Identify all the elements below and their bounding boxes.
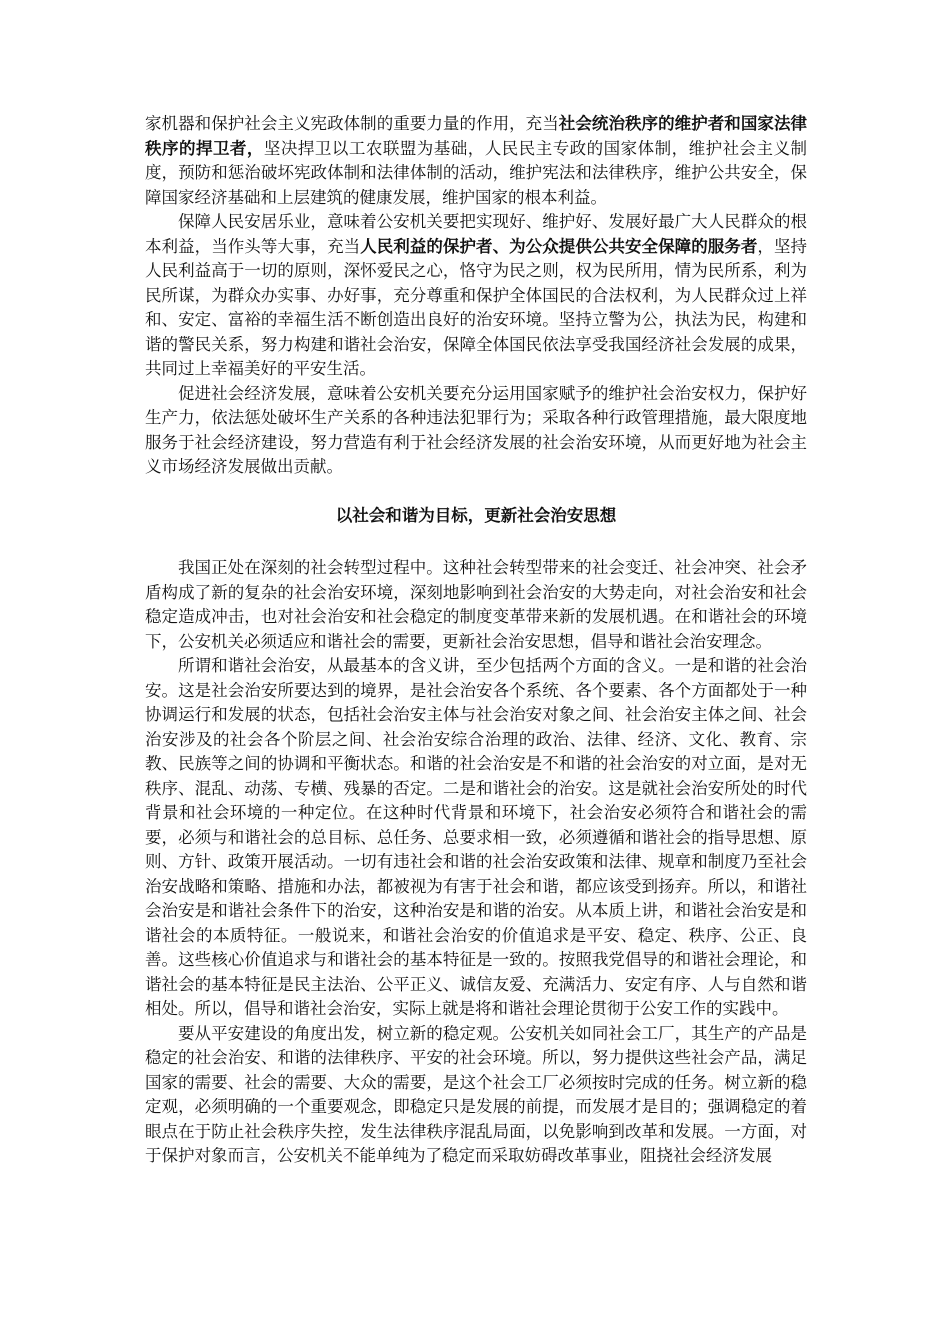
paragraph-state-order xyxy=(145,112,807,210)
bold-phrase-guardian: 社会统治秩序的维护者和国家法律秩序的捍卫者， xyxy=(145,114,808,158)
bold-phrase-protector: 人民利益的保护者、为公众提供公共安全保障的服务者 xyxy=(360,236,758,256)
paragraph-text: 坚决捍卫以工农联盟为基础，人民民主专政的国家体制，维护社会主义制度，预防和惩治破坏宪政体制和法律体制的活动，维护宪法和法律秩序，维护公共安全，保障国家经济基础和上层建筑的健康发展，维护国家的根本利益。 xyxy=(145,138,808,207)
paragraph-text: 家机器和保护社会主义宪政体制的重要力量的作用，充当 xyxy=(145,114,559,133)
paragraph-social-transition: 我国正处在深刻的社会转型过程中。这种社会转型带来的社会变迁、社会冲突、社会矛盾构成了新的复杂的社会治安环境，深刻地影响到社会治安的大势走向，对社会治安和社会稳定造成冲击，也对社会治安和社会稳定的制度变革带来新的发展机遇。在和谐社会的环境下，公安机关必须适应和谐社会的需要，更新社会治安思想，倡导和谐社会治安理念。 xyxy=(145,558,807,651)
paragraph-harmonious-security: 所谓和谐社会治安，从最基本的含义讲，至少包括两个方面的含义。一是和谐的社会治安。这是社会治安所要达到的境界，是社会治安各个系统、各个要素、各个方面都处于一种协调运行和发展的状态，包括社会治安主体与社会治安对象之间、社会治安主体之间、社会治安涉及的社会各个阶层之间、社会治安综合治理的政治、法律、经济、文化、教育、宗教、民族等之间的协调和平衡状态。和谐的社会治安是不和谐的社会治安的对立面，是对无秩序、混乱、动荡、专横、残暴的否定。二是和谐社会的治安。这是就社会治安所处的时代背景和社会环境的一种定位。在这种时代背景和环境下，社会治安必须符合和谐社会的需要，必须与和谐社会的总目标、总任务、总要求相一致，必须遵循和谐社会的指导思想、原则、方针、政策开展活动。一切有违社会和谐的社会治安政策和法律、规章和制度乃至社会治安战略和策略、措施和办法，都被视为有害于社会和谐，都应该受到扬弃。所以，和谐社会治安是和谐社会条件下的治安，这种治安是和谐的治安。从本质上讲，和谐社会治安是和谐社会的本质特征。一般说来，和谐社会治安的价值追求是平安、稳定、秩序、公正、良善。这些核心价值追求与和谐社会的基本特征是一致的。按照我党倡导的和谐社会理论，和谐社会的基本特征是民主法治、公平正义、诚信友爱、充满活力、安定有序、人与自然和谐相处。所以，倡导和谐社会治安，实际上就是将和谐社会理论贯彻于公安工作的实践中。 xyxy=(145,656,807,1018)
paragraph-text: ，坚持人民利益高于一切的原则，深怀爱民之心，恪守为民之则，权为民所用，情为民所系，利为民所谋，为群众办实事、办好事，充分尊重和保护全体国民的合法权利，为人民群众过上祥和、安定、富裕的幸福生活不断创造出良好的治安环境。坚持立警为公，执法为民，构建和谐的警民关系，努力构建和谐社会治安，保障全体国民依法享受我国经济社会发展的成果，共同过上幸福美好的平安生活。 xyxy=(145,236,808,378)
section-heading: 以社会和谐为目标，更新社会治安思想 xyxy=(335,505,617,525)
paragraph-stability-view: 要从平安建设的角度出发，树立新的稳定观。公安机关如同社会工厂，其生产的产品是稳定的社会治安、和谐的法律秩序、平安的社会环境。所以，努力提供这些社会产品，满足国家的需要、社会的需要、大众的需要，是这个社会工厂必须按时完成的任务。树立新的稳定观，必须明确的一个重要观念，即稳定只是发展的前提，而发展才是目的；强调稳定的着眼点在于防止社会秩序失控，发生法律秩序混乱局面，以免影响到改革和发展。一方面，对于保护对象而言，公安机关不能单纯为了稳定而采取妨碍改革事业，阻挠社会经济发展 xyxy=(145,1023,807,1165)
paragraph-economic-development: 促进社会经济发展，意味着公安机关要充分运用国家赋予的维护社会治安权力，保护好生产力，依法惩处破坏生产关系的各种违法犯罪行为；采取各种行政管理措施，最大限度地服务于社会经济建设，努力营造有利于社会经济发展的社会治安环境，从而更好地为社会主义市场经济发展做出贡献。 xyxy=(145,383,807,476)
paragraph-people-welfare xyxy=(145,210,807,382)
document-page xyxy=(145,112,807,1169)
paragraph-text: 保障人民安居乐业，意味着公安机关要把实现好、维护好、发展好最广大人民群众的根本利益，当作头等大事，充当 xyxy=(145,212,807,256)
